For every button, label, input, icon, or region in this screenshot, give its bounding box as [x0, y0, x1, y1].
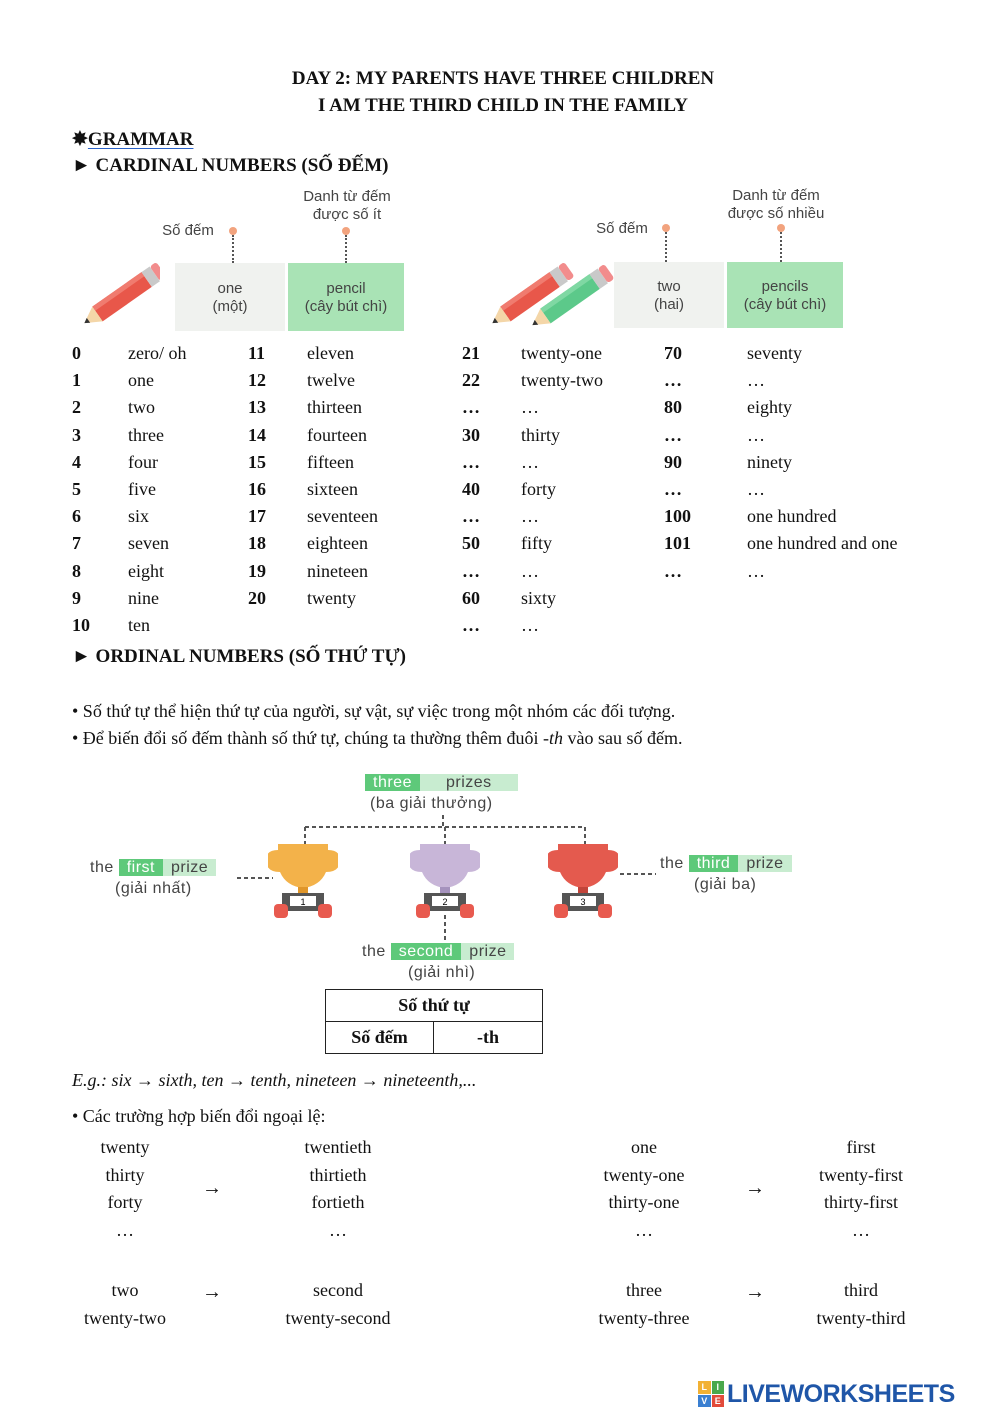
cardinal-word: nine	[128, 587, 159, 608]
cardinal-number: 60	[462, 587, 480, 608]
noun-word: pencil (cây bút chì)	[304, 280, 388, 315]
pointer-dot	[342, 227, 350, 235]
cardinal-word: ten	[128, 615, 150, 635]
th-suffix: -th	[543, 728, 564, 748]
grammar-label	[72, 128, 193, 151]
cardinal-number: 18	[248, 533, 266, 554]
exception-group-2-to: first twenty-first thirty-first …	[819, 1137, 903, 1240]
cardinal-word: eleven	[307, 343, 354, 363]
cardinal-word: one hundred	[747, 506, 837, 527]
cardinal-number: …	[664, 424, 682, 445]
exception-group-4-to: third twenty-third	[816, 1280, 906, 1328]
pointer-line	[232, 235, 234, 263]
cardinal-number: 0	[72, 343, 81, 363]
table-cell-th: -th	[434, 1022, 543, 1054]
cardinal-word: eighty	[747, 397, 792, 418]
pointer-dot	[229, 227, 237, 235]
cardinal-number: …	[462, 506, 480, 527]
third-prize-vi: (giải ba)	[694, 876, 757, 893]
cardinal-word: …	[521, 615, 539, 635]
second-trophy-icon	[410, 840, 480, 920]
cardinal-number: …	[664, 370, 682, 391]
cardinal-word: …	[747, 424, 765, 445]
cardinal-number: 9	[72, 587, 81, 608]
cardinal-word: twelve	[307, 370, 355, 391]
cardinal-word: seventy	[747, 343, 802, 363]
cardinal-number: 12	[248, 370, 266, 391]
liveworksheets-watermark	[698, 1379, 955, 1409]
cardinal-word: fifty	[521, 533, 552, 554]
cardinal-number: 101	[664, 533, 691, 554]
cardinal-word: …	[747, 560, 765, 581]
exception-group-3-to: second twenty-second	[285, 1280, 391, 1328]
third-prize-tag: the third prize	[660, 853, 792, 875]
cardinal-number: 8	[72, 560, 81, 581]
pencils-icon	[488, 262, 618, 328]
cardinal-word: zero/ oh	[128, 343, 187, 363]
cardinal-number: 21	[462, 343, 480, 363]
cardinal-number: 11	[248, 343, 266, 363]
cardinal-number: 40	[462, 479, 480, 499]
cardinal-word: nineteen	[307, 560, 368, 581]
exception-group-1-to: twentieth thirtieth fortieth …	[304, 1137, 372, 1240]
cardinal-number: 1	[72, 370, 81, 391]
cardinal-number: 13	[248, 397, 266, 418]
cardinal-number: 2	[72, 397, 81, 418]
cardinal-word: fourteen	[307, 424, 367, 445]
cardinal-number: 3	[72, 424, 81, 445]
page-subtitle: I AM THE THIRD CHILD IN THE FAMILY	[317, 95, 689, 116]
cardinal-word: …	[747, 479, 765, 499]
cardinal-number: 80	[664, 397, 682, 418]
cardinal-number: 30	[462, 424, 480, 445]
pointer-line	[780, 232, 782, 262]
cardinal-word: sixty	[521, 587, 557, 608]
cardinal-number: 22	[462, 370, 480, 391]
pointer-dot	[777, 224, 785, 232]
cardinal-number: 17	[248, 506, 266, 527]
cardinal-heading: ► CARDINAL NUMBERS (SỐ ĐẾM)	[72, 155, 389, 176]
connector	[620, 872, 656, 876]
arrow-icon: →	[745, 1281, 765, 1303]
table-cell-so-dem: Số đếm	[326, 1022, 434, 1054]
cardinal-number: 7	[72, 533, 81, 554]
cardinal-number: 70	[664, 343, 682, 363]
ordinal-bullet-1: • Số thứ tự thể hiện thứ tự của người, sự vật, sự việc trong một nhóm các đối tượng.	[72, 701, 676, 721]
so-dem-label: Số đếm	[162, 222, 214, 239]
cardinal-word: seventeen	[307, 506, 378, 527]
cardinal-word: …	[521, 560, 539, 581]
cardinal-number: 6	[72, 506, 81, 527]
cup-number: 3	[580, 897, 586, 907]
star-icon: ✸	[72, 129, 88, 150]
liveworksheets-text: LIVEWORKSHEETS	[727, 1379, 955, 1408]
cardinal-number: …	[664, 479, 682, 499]
liveworksheets-logo-icon: L I V E	[698, 1381, 724, 1407]
cardinal-word: two	[128, 397, 155, 418]
connector	[237, 876, 273, 880]
so-dem-label: Số đếm	[596, 220, 648, 237]
cardinal-word: thirty	[521, 424, 560, 445]
cardinal-number: 16	[248, 479, 266, 499]
cardinal-word: twenty-two	[521, 370, 603, 391]
arrow-icon: →	[202, 1281, 222, 1303]
cardinal-word: one	[128, 370, 154, 391]
cardinal-number: 100	[664, 506, 691, 527]
exception-group-3-from: two twenty-two	[84, 1280, 166, 1328]
cardinal-word: thirteen	[307, 397, 362, 418]
pencil-icon	[80, 262, 160, 328]
cardinal-word: …	[521, 451, 539, 472]
cardinal-word: …	[747, 370, 765, 391]
cardinal-word: eight	[128, 560, 164, 581]
cardinal-number: 20	[248, 587, 266, 608]
cardinal-number: 15	[248, 451, 266, 472]
cardinal-word: eighteen	[307, 533, 368, 554]
pointer-dot	[662, 224, 670, 232]
exception-group-4-from: three twenty-three	[598, 1280, 690, 1328]
three-prizes-vi: (ba giải thưởng)	[370, 795, 493, 812]
ordinal-bullet-2: • Để biến đổi số đếm thành số thứ tự, chúng ta thường thêm đuôi -th vào sau số đếm.	[72, 728, 683, 748]
cardinal-word: sixteen	[307, 479, 358, 499]
page-title: DAY 2: MY PARENTS HAVE THREE CHILDREN	[291, 68, 715, 89]
cardinal-word: one hundred and one	[747, 533, 898, 554]
exception-group-2-from: one twenty-one thirty-one …	[603, 1137, 685, 1240]
number-word: one (một)	[212, 280, 248, 315]
cardinal-number: 90	[664, 451, 682, 472]
noun-note-label: Danh từ đếm được số ít	[303, 188, 391, 223]
cardinal-number: …	[462, 615, 480, 635]
cardinal-number: …	[462, 560, 480, 581]
arrow-icon: →	[202, 1177, 222, 1199]
grammar-text: GRAMMAR	[87, 129, 194, 150]
cardinal-word: three	[128, 424, 164, 445]
pointer-line	[345, 235, 347, 263]
cardinal-number: …	[462, 451, 480, 472]
cardinal-number: 14	[248, 424, 266, 445]
cardinal-number: 4	[72, 451, 81, 472]
cardinal-word: twenty	[307, 587, 356, 608]
cardinal-word: four	[128, 451, 158, 472]
arrow-icon: →	[745, 1177, 765, 1199]
ordinal-rule-table	[325, 989, 543, 1054]
first-prize-tag: the first prize	[90, 857, 216, 879]
pointer-line	[665, 232, 667, 262]
ordinal-heading: ► ORDINAL NUMBERS (SỐ THỨ TỰ)	[72, 646, 406, 667]
noun-word: pencils (cây bút chì)	[743, 278, 827, 313]
cardinal-word: five	[128, 479, 156, 499]
cardinal-word: forty	[521, 479, 556, 499]
number-word: two (hai)	[653, 278, 684, 313]
cardinal-word: six	[128, 506, 150, 527]
exception-group-1-from: twenty thirty forty …	[100, 1137, 150, 1240]
cardinal-number: …	[664, 560, 682, 581]
cardinal-number: 50	[462, 533, 480, 554]
second-prize-tag: the second prize	[362, 941, 514, 963]
cardinal-word: ninety	[747, 451, 792, 472]
cardinal-word: twenty-one	[521, 343, 602, 363]
cup-number: 1	[300, 897, 306, 907]
second-prize-vi: (giải nhì)	[408, 964, 476, 981]
cardinal-word: …	[521, 506, 539, 527]
cardinal-number: 5	[72, 479, 81, 499]
cardinal-word: seven	[128, 533, 169, 554]
cardinal-number: 10	[72, 615, 90, 635]
ordinal-bullet-3: • Các trường hợp biến đổi ngoại lệ:	[72, 1106, 326, 1126]
cardinal-word: …	[521, 397, 539, 418]
table-header: Số thứ tự	[326, 990, 543, 1022]
first-trophy-icon	[268, 840, 338, 920]
cardinal-word: fifteen	[307, 451, 354, 472]
cup-number: 2	[442, 897, 448, 907]
cardinal-number: …	[462, 397, 480, 418]
three-prizes-tag: three prizes	[365, 772, 518, 794]
example-line: E.g.: six → sixth, ten → tenth, nineteen → nineteenth,...	[72, 1070, 477, 1090]
cardinal-number: 19	[248, 560, 266, 581]
first-prize-vi: (giải nhất)	[115, 880, 192, 897]
third-trophy-icon	[548, 840, 618, 920]
noun-note-label: Danh từ đếm được số nhiều	[727, 187, 825, 222]
